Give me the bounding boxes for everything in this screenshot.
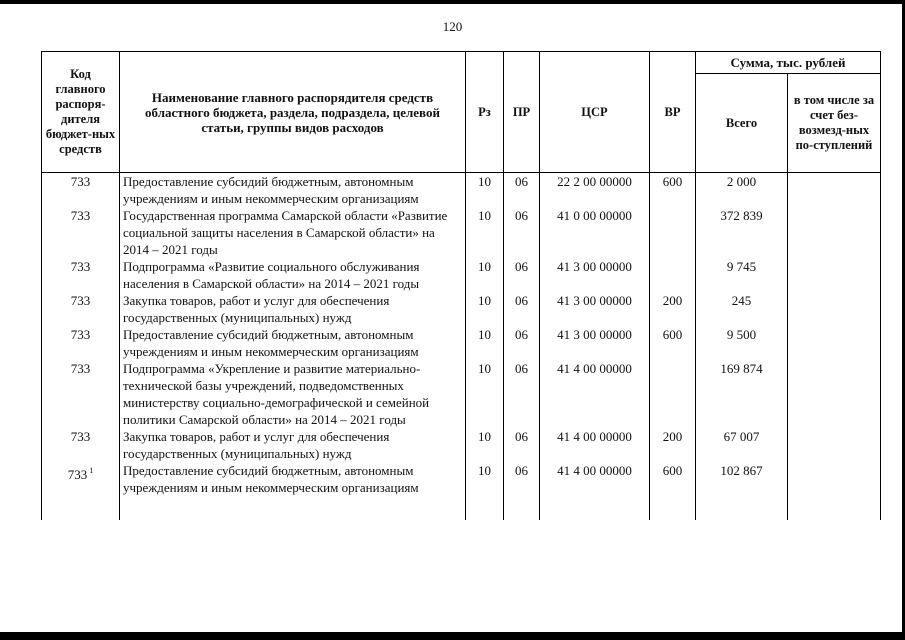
cell-name: Государственная программа Самарской области «Развитие социальной защиты населения в Самарской области» на 2014 – 2021 годы [120, 207, 466, 258]
cell-vr [650, 360, 696, 428]
cell-code: 733 [42, 326, 120, 360]
header-total: Всего [696, 74, 788, 173]
table-row [42, 326, 881, 360]
cell-code [42, 462, 120, 520]
cell-rz: 10 [466, 428, 504, 462]
cell-total: 102 867 [696, 462, 788, 520]
header-vr: ВР [650, 52, 696, 173]
header-pr: ПР [504, 52, 540, 173]
cell-vr: 600 [650, 326, 696, 360]
cell-pr: 06 [504, 326, 540, 360]
table-row [42, 173, 881, 208]
cell-name: Предоставление субсидий бюджетным, автономным учреждениям и иным некоммерческим организациям [120, 173, 466, 208]
cell-name: Предоставление субсидий бюджетным, автономным учреждениям и иным некоммерческим организациям [120, 462, 466, 520]
cell-pr: 06 [504, 360, 540, 428]
cell-vr: 200 [650, 428, 696, 462]
cell-total: 2 000 [696, 173, 788, 208]
table-row [42, 292, 881, 326]
header-csr: ЦСР [540, 52, 650, 173]
page-number: 120 [442, 19, 463, 34]
cell-rz: 10 [466, 326, 504, 360]
cell-incl [788, 173, 881, 208]
cell-incl [788, 292, 881, 326]
cell-pr: 06 [504, 207, 540, 258]
cell-code: 733 [42, 360, 120, 428]
cell-code: 733 [42, 173, 120, 208]
table-row [42, 258, 881, 292]
cell-csr: 41 3 00 00000 [540, 326, 650, 360]
cell-incl [788, 207, 881, 258]
cell-incl [788, 258, 881, 292]
cell-total: 372 839 [696, 207, 788, 258]
cell-total: 9 500 [696, 326, 788, 360]
cell-rz: 10 [466, 360, 504, 428]
table-row [42, 462, 881, 520]
table-body [42, 173, 881, 521]
cell-csr: 22 2 00 00000 [540, 173, 650, 208]
cell-csr: 41 0 00 00000 [540, 207, 650, 258]
table-header [42, 52, 881, 173]
table-row [42, 428, 881, 462]
budget-table [41, 51, 881, 520]
cell-incl [788, 360, 881, 428]
header-incl: в том числе за счет без-возмезд-ных по-ступлений [788, 74, 881, 173]
cell-rz: 10 [466, 258, 504, 292]
cell-rz: 10 [466, 292, 504, 326]
cell-code: 733 [42, 207, 120, 258]
scan-edge-bottom [0, 632, 905, 640]
cell-total: 9 745 [696, 258, 788, 292]
cell-vr [650, 207, 696, 258]
table-row [42, 207, 881, 258]
cell-total: 245 [696, 292, 788, 326]
cell-code: 733 [42, 258, 120, 292]
header-rz: Рз [466, 52, 504, 173]
scan-edge-top [0, 0, 905, 4]
cell-vr: 600 [650, 462, 696, 520]
cell-pr: 06 [504, 462, 540, 520]
cell-csr: 41 3 00 00000 [540, 258, 650, 292]
cell-name: Подпрограмма «Развитие социального обслуживания населения в Самарской области» на 2014 – 2021 годы [120, 258, 466, 292]
cell-name: Подпрограмма «Укрепление и развитие материально-технической базы учреждений, подведомственных министерству социально-демографической и семейной политики Самарской области» на 2014 – 2021 годы [120, 360, 466, 428]
cell-csr: 41 4 00 00000 [540, 360, 650, 428]
cell-rz: 10 [466, 173, 504, 208]
cell-total: 67 007 [696, 428, 788, 462]
header-name: Наименование главного распорядителя средств областного бюджета, раздела, подраздела, целевой статьи, группы видов расходов [120, 52, 466, 173]
header-sum: Сумма, тыс. рублей [696, 52, 881, 74]
cell-csr: 41 3 00 00000 [540, 292, 650, 326]
cell-code: 733 [42, 292, 120, 326]
cell-rz: 10 [466, 462, 504, 520]
cell-vr: 200 [650, 292, 696, 326]
cell-csr: 41 4 00 00000 [540, 462, 650, 520]
cell-pr: 06 [504, 173, 540, 208]
cell-pr: 06 [504, 292, 540, 326]
cell-total: 169 874 [696, 360, 788, 428]
cell-pr: 06 [504, 428, 540, 462]
cell-incl [788, 326, 881, 360]
cell-csr: 41 4 00 00000 [540, 428, 650, 462]
cell-name: Закупка товаров, работ и услуг для обеспечения государственных (муниципальных) нужд [120, 292, 466, 326]
cell-vr: 600 [650, 173, 696, 208]
cell-vr [650, 258, 696, 292]
cell-name: Предоставление субсидий бюджетным, автономным учреждениям и иным некоммерческим организациям [120, 326, 466, 360]
cell-pr: 06 [504, 258, 540, 292]
cell-code: 733 [42, 428, 120, 462]
cell-code-value: 733 [67, 467, 88, 482]
cell-rz: 10 [466, 207, 504, 258]
cell-incl [788, 462, 881, 520]
header-code: Код главного распоря-дителя бюджет-ных средств [42, 52, 120, 173]
cell-incl [788, 428, 881, 462]
code-footnote-mark: 1 [89, 466, 94, 475]
cell-name: Закупка товаров, работ и услуг для обеспечения государственных (муниципальных) нужд [120, 428, 466, 462]
table-row [42, 360, 881, 428]
